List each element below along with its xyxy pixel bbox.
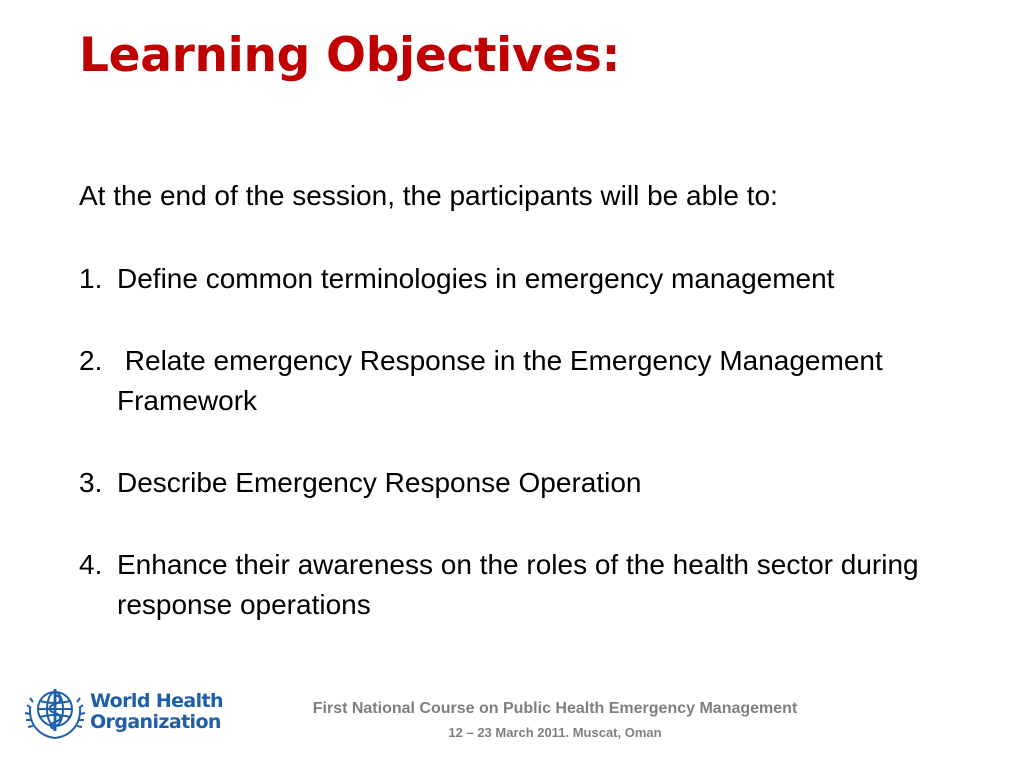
course-title: First National Course on Public Health Emergency Management bbox=[312, 700, 798, 717]
objective-number: 3. bbox=[79, 467, 103, 498]
course-dates: 12 – 23 March 2011. Muscat, Oman bbox=[448, 725, 662, 740]
objective-number: 2. bbox=[79, 345, 103, 376]
objective-number: 4. bbox=[79, 549, 103, 580]
objective-item bbox=[79, 341, 959, 421]
intro-text: At the end of the session, the participants will be able to: bbox=[79, 180, 778, 211]
objective-item bbox=[79, 545, 959, 625]
slide-title: Learning Objectives: bbox=[79, 28, 621, 83]
objectives-list bbox=[79, 259, 959, 625]
objective-text: Describe Emergency Response Operation bbox=[117, 467, 642, 498]
objective-number: 1. bbox=[79, 263, 103, 294]
objective-item bbox=[79, 259, 959, 299]
who-wordmark-line2: Organization bbox=[90, 711, 221, 733]
footer bbox=[230, 698, 880, 742]
objective-item bbox=[79, 463, 959, 503]
who-wordmark-line1: World Health bbox=[90, 690, 223, 712]
objective-text: Relate emergency Response in the Emergency Management Framework bbox=[117, 345, 891, 416]
who-wordmark bbox=[90, 691, 223, 733]
objective-text: Define common terminologies in emergency management bbox=[117, 263, 835, 294]
who-logo bbox=[24, 680, 223, 744]
objective-text: Enhance their awareness on the roles of the health sector during response operations bbox=[117, 549, 919, 620]
who-emblem-icon bbox=[24, 681, 86, 743]
